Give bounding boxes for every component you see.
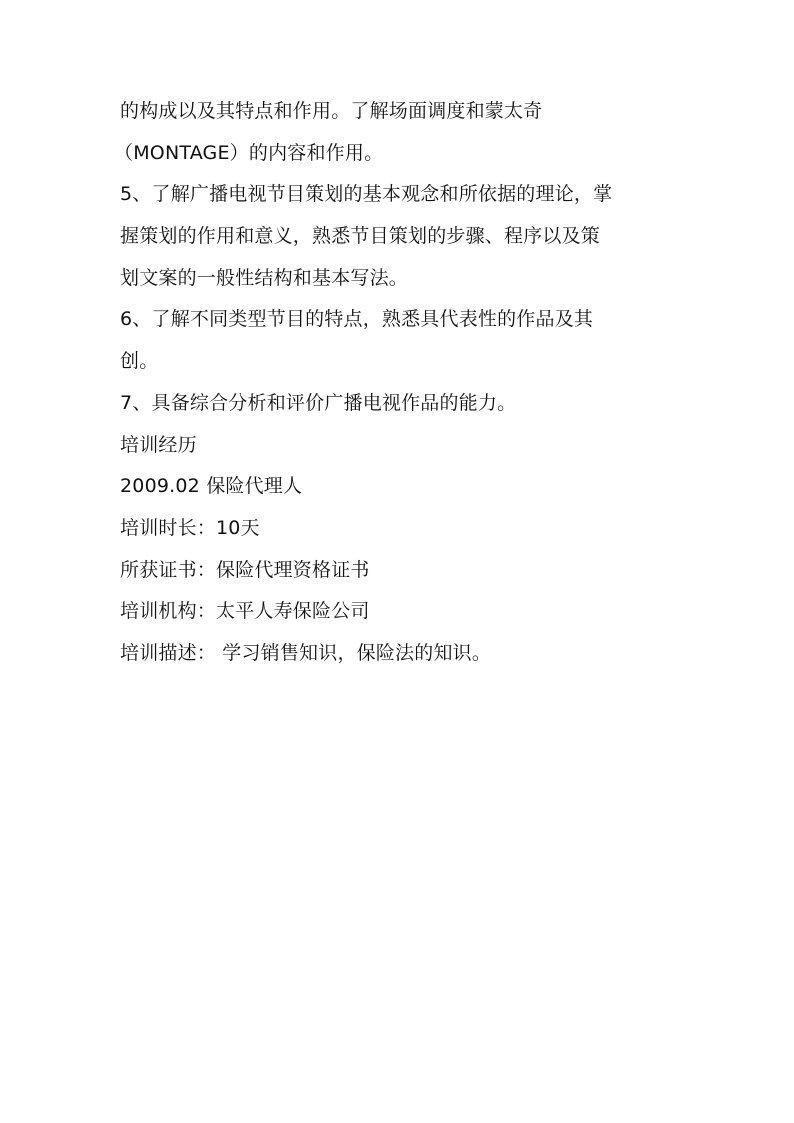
training-date-title: 2009.02 保险代理人 [120,475,303,498]
body-text-line: 划文案的一般性结构和基本写法。 [120,266,409,289]
numbered-item-5: 5、了解广播电视节目策划的基本观念和所依据的理论，掌 [120,183,613,206]
training-description: 培训描述： 学习销售知识，保险法的知识。 [120,641,492,664]
training-certificate: 所获证书：保险代理资格证书 [120,558,370,581]
body-text-line: 的构成以及其特点和作用。了解场面调度和蒙太奇 [120,100,543,122]
body-text-line: 创。 [120,350,159,373]
numbered-item-6: 6、了解不同类型节目的特点，熟悉具代表性的作品及其 [120,308,594,331]
training-duration: 培训时长：10天 [120,516,260,539]
body-text-line: （MONTAGE）的内容和作用。 [114,141,384,164]
section-heading-training: 培训经历 [120,433,197,456]
body-text-line: 握策划的作用和意义，熟悉节目策划的步骤、程序以及策 [120,225,601,248]
numbered-item-7: 7、具备综合分析和评价广播电视作品的能力。 [120,391,517,414]
training-organization: 培训机构：太平人寿保险公司 [120,600,370,623]
document-body [114,97,680,681]
